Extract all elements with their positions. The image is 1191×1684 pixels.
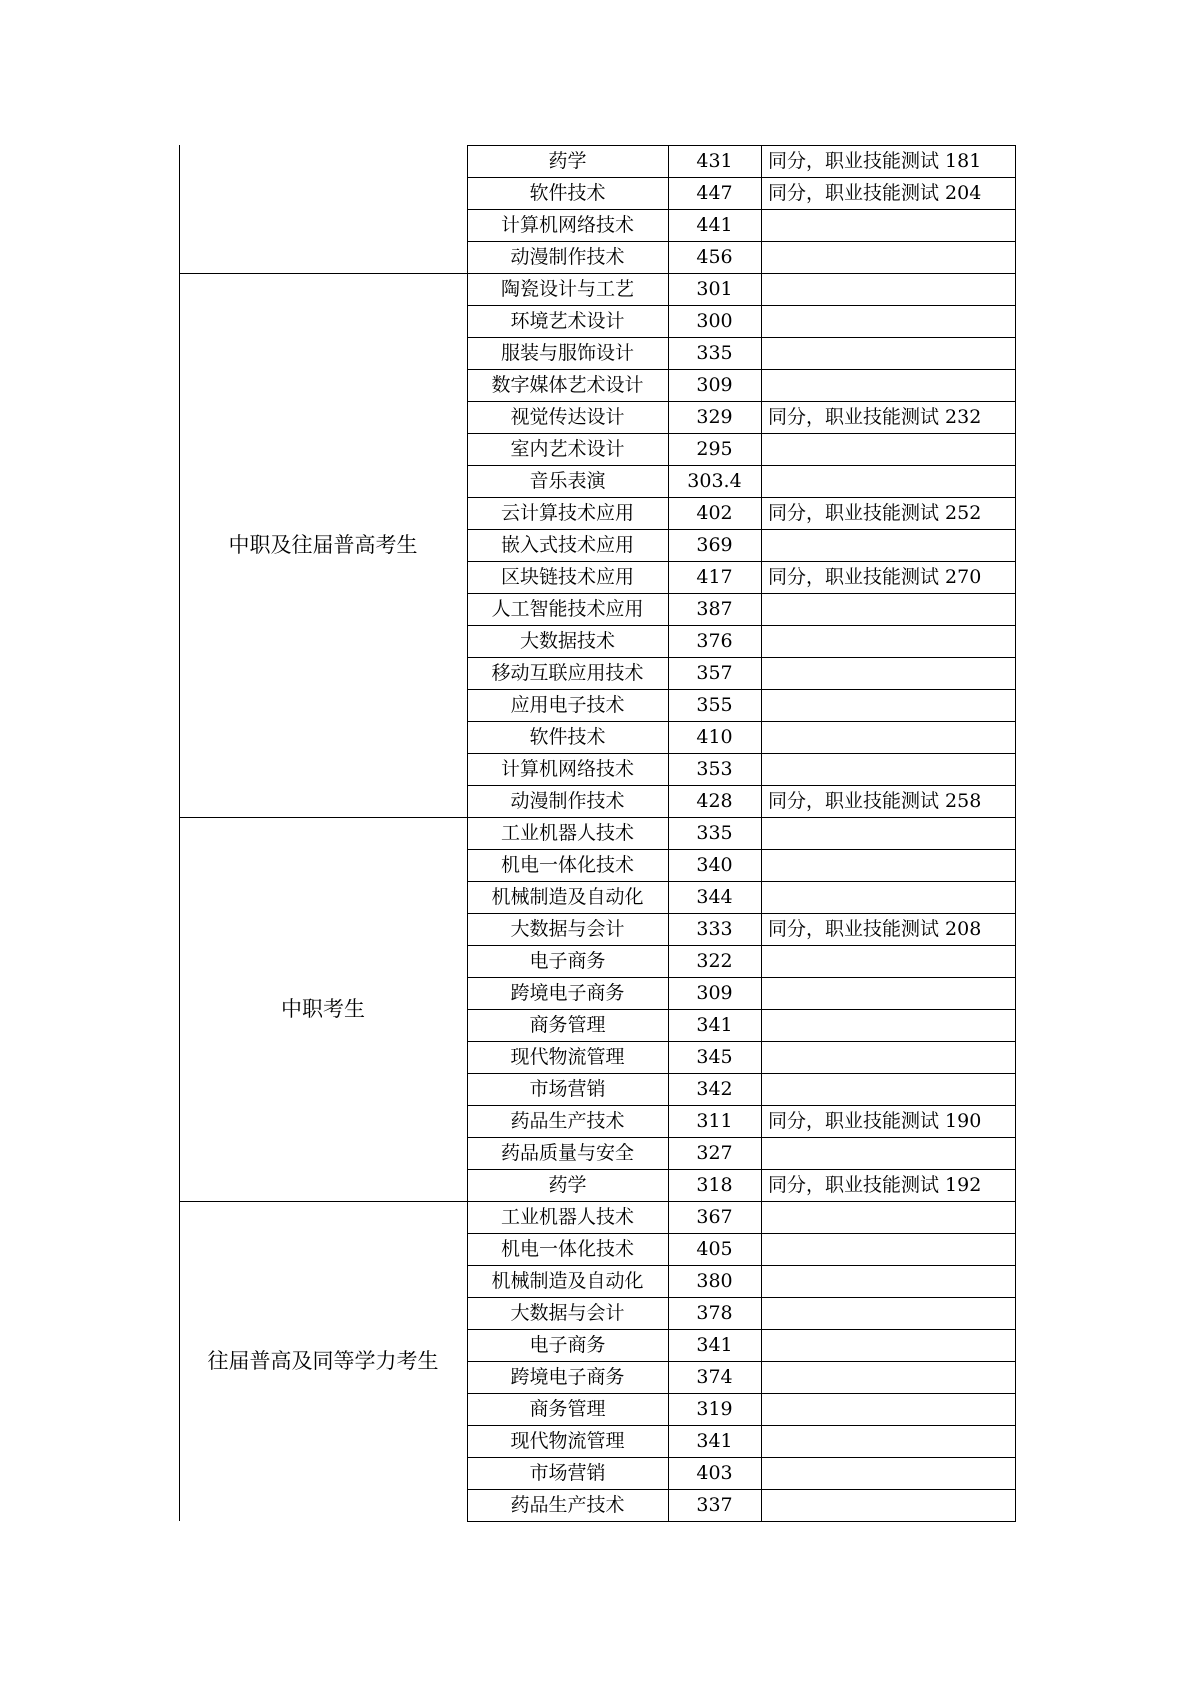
major-cell: 电子商务	[529, 1334, 606, 1356]
major-cell: 市场营销	[529, 1462, 606, 1484]
score-cell: 300	[696, 310, 733, 332]
note-cell	[761, 1265, 1015, 1297]
table-row	[467, 817, 1015, 849]
score-cell: 322	[696, 950, 733, 972]
major-cell: 数字媒体艺术设计	[491, 374, 644, 396]
major-cell: 动漫制作技术	[510, 246, 625, 268]
note-cell: 同分，职业技能测试 181	[768, 150, 982, 172]
table-row	[467, 561, 1015, 593]
note-cell: 同分，职业技能测试 252	[768, 502, 982, 524]
major-cell: 跨境电子商务	[510, 982, 625, 1004]
table-row	[467, 1169, 1015, 1201]
note-cell	[761, 593, 1015, 625]
note-cell	[761, 369, 1015, 401]
score-cell: 335	[696, 822, 733, 844]
major-cell: 药学	[548, 150, 587, 172]
table-row	[467, 1361, 1015, 1393]
major-cell: 市场营销	[529, 1078, 606, 1100]
major-cell: 商务管理	[529, 1398, 606, 1420]
score-cell: 311	[696, 1110, 733, 1132]
major-cell: 陶瓷设计与工艺	[500, 278, 634, 300]
score-cell: 374	[696, 1366, 733, 1388]
major-cell: 药品生产技术	[510, 1494, 625, 1516]
table-row	[467, 369, 1015, 401]
note-cell	[761, 1233, 1015, 1265]
table-row	[467, 1489, 1015, 1521]
table-row	[467, 945, 1015, 977]
score-cell: 357	[696, 662, 733, 684]
note-cell	[761, 273, 1015, 305]
score-cell: 431	[696, 150, 733, 172]
score-cell: 319	[696, 1398, 733, 1420]
table-row	[467, 1425, 1015, 1457]
table-row	[467, 785, 1015, 817]
major-cell: 工业机器人技术	[500, 822, 634, 844]
score-cell: 417	[696, 566, 733, 588]
major-cell: 机械制造及自动化	[491, 1270, 644, 1292]
note-cell	[761, 433, 1015, 465]
note-cell: 同分，职业技能测试 258	[768, 790, 982, 812]
table-row	[467, 753, 1015, 785]
score-cell: 376	[696, 630, 733, 652]
table-row	[467, 625, 1015, 657]
major-cell: 跨境电子商务	[510, 1366, 625, 1388]
note-cell: 同分，职业技能测试 208	[768, 918, 982, 940]
score-cell: 410	[696, 726, 733, 748]
note-cell	[761, 1073, 1015, 1105]
major-cell: 大数据与会计	[510, 1302, 625, 1324]
table-row	[467, 913, 1015, 945]
note-cell: 同分，职业技能测试 204	[768, 182, 982, 204]
score-cell: 367	[696, 1206, 733, 1228]
major-cell: 药品生产技术	[510, 1110, 625, 1132]
score-cell: 387	[696, 598, 733, 620]
note-cell	[761, 209, 1015, 241]
note-cell: 同分，职业技能测试 270	[768, 566, 982, 588]
major-cell: 嵌入式技术应用	[500, 534, 634, 556]
major-cell: 服装与服饰设计	[500, 342, 634, 364]
table-row	[467, 1329, 1015, 1361]
score-cell: 344	[696, 886, 733, 908]
major-cell: 动漫制作技术	[510, 790, 625, 812]
major-cell: 移动互联应用技术	[491, 662, 644, 684]
table-row	[467, 593, 1015, 625]
table-row	[467, 1201, 1015, 1233]
note-cell	[761, 465, 1015, 497]
note-cell	[761, 337, 1015, 369]
major-cell: 电子商务	[529, 950, 606, 972]
table-row	[467, 401, 1015, 433]
score-cell: 337	[696, 1494, 733, 1516]
major-cell: 计算机网络技术	[500, 758, 634, 780]
note-cell	[761, 1425, 1015, 1457]
score-cell: 378	[696, 1302, 733, 1324]
score-cell: 341	[696, 1014, 733, 1036]
score-cell: 318	[696, 1174, 733, 1196]
major-cell: 应用电子技术	[510, 694, 625, 716]
major-cell: 大数据技术	[519, 630, 615, 652]
note-cell: 同分，职业技能测试 190	[768, 1110, 982, 1132]
major-cell: 环境艺术设计	[510, 310, 625, 332]
major-cell: 现代物流管理	[510, 1046, 625, 1068]
score-cell: 441	[696, 214, 733, 236]
note-cell	[761, 881, 1015, 913]
major-cell: 软件技术	[529, 182, 606, 204]
major-cell: 音乐表演	[529, 470, 606, 492]
note-cell: 同分，职业技能测试 232	[768, 406, 982, 428]
table-row	[467, 657, 1015, 689]
score-cell: 340	[696, 854, 733, 876]
table-row	[467, 1009, 1015, 1041]
table-row	[467, 977, 1015, 1009]
table-row	[467, 497, 1015, 529]
table-column-divider	[1015, 145, 1016, 1522]
score-cell: 309	[696, 374, 733, 396]
note-cell	[761, 1041, 1015, 1073]
note-cell	[761, 241, 1015, 273]
score-cell: 329	[696, 406, 733, 428]
score-cell: 342	[696, 1078, 733, 1100]
note-cell	[761, 1009, 1015, 1041]
score-cell: 380	[696, 1270, 733, 1292]
table-row	[467, 433, 1015, 465]
note-cell	[761, 625, 1015, 657]
note-cell	[761, 305, 1015, 337]
score-cell: 327	[696, 1142, 733, 1164]
table-row	[467, 273, 1015, 305]
note-cell	[761, 1361, 1015, 1393]
group-label: 往届普高及同等学力考生	[207, 1349, 439, 1373]
major-cell: 药品质量与安全	[500, 1142, 634, 1164]
major-cell: 云计算技术应用	[500, 502, 634, 524]
score-cell: 402	[696, 502, 733, 524]
table-row	[467, 337, 1015, 369]
score-cell: 403	[696, 1462, 733, 1484]
note-cell	[761, 977, 1015, 1009]
major-cell: 人工智能技术应用	[491, 598, 644, 620]
note-cell	[761, 817, 1015, 849]
major-cell: 机械制造及自动化	[491, 886, 644, 908]
table-row	[467, 1457, 1015, 1489]
table-row	[467, 1393, 1015, 1425]
major-cell: 机电一体化技术	[500, 1238, 634, 1260]
note-cell: 同分，职业技能测试 192	[768, 1174, 982, 1196]
score-cell: 345	[696, 1046, 733, 1068]
table-row	[467, 881, 1015, 913]
note-cell	[761, 1393, 1015, 1425]
major-cell: 视觉传达设计	[510, 406, 625, 428]
score-cell: 428	[696, 790, 733, 812]
group-label: 中职及往届普高考生	[228, 533, 418, 557]
table-row	[467, 465, 1015, 497]
score-cell: 353	[696, 758, 733, 780]
table-row	[467, 721, 1015, 753]
note-cell	[761, 1201, 1015, 1233]
score-cell: 341	[696, 1334, 733, 1356]
table-row	[467, 177, 1015, 209]
note-cell	[761, 689, 1015, 721]
group-divider	[179, 273, 467, 274]
score-cell: 333	[696, 918, 733, 940]
score-cell: 369	[696, 534, 733, 556]
table-row	[467, 849, 1015, 881]
major-cell: 室内艺术设计	[510, 438, 625, 460]
table-left-border	[179, 145, 180, 1521]
major-cell: 药学	[548, 1174, 587, 1196]
score-cell: 335	[696, 342, 733, 364]
note-cell	[761, 657, 1015, 689]
table-row	[467, 529, 1015, 561]
major-cell: 软件技术	[529, 726, 606, 748]
score-cell: 303.4	[687, 470, 742, 492]
table-row	[467, 689, 1015, 721]
major-cell: 大数据与会计	[510, 918, 625, 940]
major-cell: 工业机器人技术	[500, 1206, 634, 1228]
score-cell: 405	[696, 1238, 733, 1260]
table-row	[467, 1073, 1015, 1105]
table-row	[467, 145, 1015, 177]
major-cell: 区块链技术应用	[500, 566, 634, 588]
note-cell	[761, 1329, 1015, 1361]
table-row	[467, 241, 1015, 273]
table-row	[467, 1137, 1015, 1169]
note-cell	[761, 849, 1015, 881]
table-row	[467, 305, 1015, 337]
score-cell: 309	[696, 982, 733, 1004]
major-cell: 机电一体化技术	[500, 854, 634, 876]
group-divider	[179, 817, 467, 818]
table-row	[467, 1265, 1015, 1297]
note-cell	[761, 1489, 1015, 1521]
group-label: 中职考生	[281, 997, 365, 1021]
major-cell: 商务管理	[529, 1014, 606, 1036]
table-row	[467, 1233, 1015, 1265]
note-cell	[761, 945, 1015, 977]
score-cell: 341	[696, 1430, 733, 1452]
note-cell	[761, 1137, 1015, 1169]
group-divider	[179, 1201, 467, 1202]
score-cell: 301	[696, 278, 733, 300]
note-cell	[761, 753, 1015, 785]
table-row	[467, 1297, 1015, 1329]
table-row-divider	[467, 1521, 1016, 1522]
table-row	[467, 1041, 1015, 1073]
score-cell: 295	[696, 438, 733, 460]
note-cell	[761, 721, 1015, 753]
major-cell: 现代物流管理	[510, 1430, 625, 1452]
table-row	[467, 209, 1015, 241]
note-cell	[761, 1457, 1015, 1489]
table-row	[467, 1105, 1015, 1137]
major-cell: 计算机网络技术	[500, 214, 634, 236]
score-cell: 355	[696, 694, 733, 716]
note-cell	[761, 529, 1015, 561]
score-cell: 447	[696, 182, 733, 204]
note-cell	[761, 1297, 1015, 1329]
score-cell: 456	[696, 246, 733, 268]
